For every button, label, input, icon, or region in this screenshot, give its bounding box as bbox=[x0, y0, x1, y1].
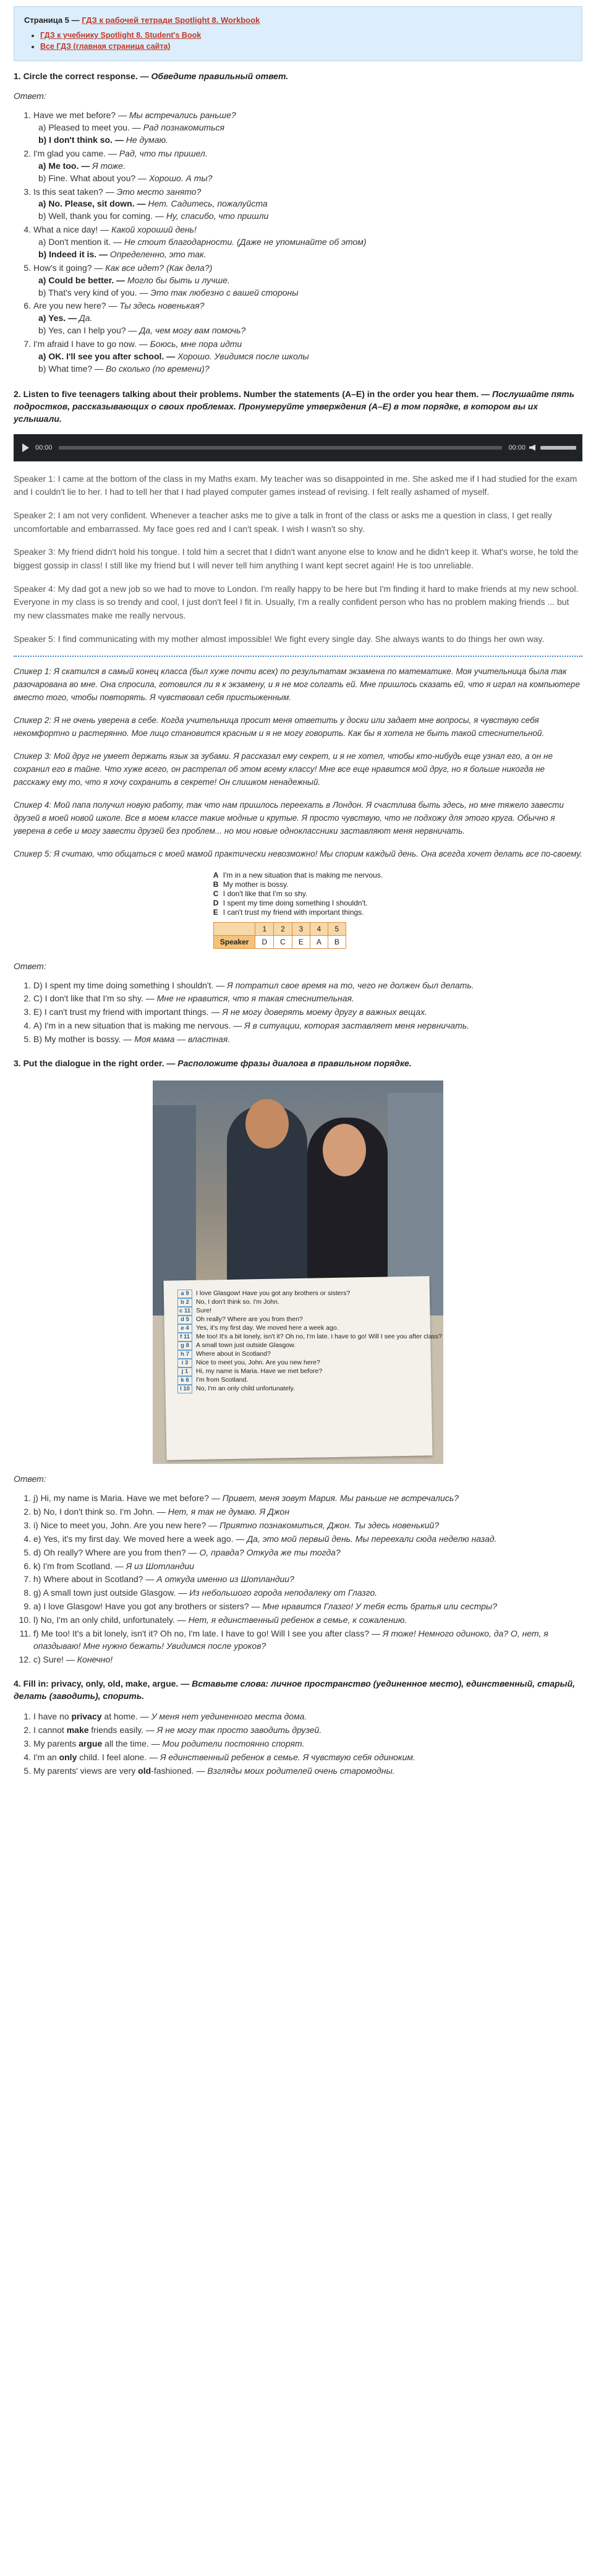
speaker-paragraph: Speaker 2: I am not very confident. Whenever a teacher asks me to give a talk in front of the class or asks me a question in class, I get really uncomfortable and embarrassed. My face goes red and I can't speak. I wish I wasn't so shy. bbox=[14, 510, 552, 534]
photo-line bbox=[177, 1376, 442, 1385]
option-a-en: Pleased to meet you. — bbox=[48, 122, 143, 133]
photo-line-text: Sure! bbox=[196, 1307, 212, 1315]
option-a-letter: a) bbox=[38, 237, 49, 247]
option-b-ru: Определенно, это так. bbox=[109, 249, 206, 259]
sentence-start: I have no bbox=[33, 1711, 72, 1722]
answer-en: h) Where about in Scotland? — bbox=[33, 1574, 157, 1585]
task1-item bbox=[33, 300, 582, 337]
speakers-transcript bbox=[14, 473, 582, 646]
sentence-end: -fashioned. — bbox=[151, 1765, 208, 1776]
photo-line bbox=[177, 1298, 442, 1307]
answer-ru: Привет, меня зовут Мария. Мы раньше не встречались? bbox=[222, 1493, 459, 1504]
answer-ru: Я в ситуации, которая заставляет меня нервничать. bbox=[244, 1021, 469, 1031]
statement-key: B bbox=[213, 879, 219, 889]
question-ru: Боюсь, мне пора идти bbox=[150, 339, 242, 349]
option-b bbox=[33, 287, 582, 299]
speaker-paragraph: Speaker 5: I find communicating with my mother almost impossible! We fight every single day. She always wants to do things her own way. bbox=[14, 633, 545, 644]
option-a-en: Me too. — bbox=[48, 160, 93, 171]
task3-title-ru: Расположите фразы диалога в правильном порядке. bbox=[177, 1058, 412, 1068]
photo-line-text: I'm from Scotland. bbox=[196, 1376, 249, 1384]
photo-line-text: No, I don't think so. I'm John. bbox=[196, 1298, 279, 1306]
match-header-cell: Speaker bbox=[213, 935, 255, 948]
match-letter-cell: C bbox=[274, 935, 292, 948]
task4-item bbox=[33, 1765, 582, 1778]
match-letter-cell: D bbox=[255, 935, 274, 948]
photo-line-id: i 3 bbox=[177, 1359, 192, 1367]
task3-answer bbox=[33, 1654, 582, 1666]
statement-row bbox=[213, 889, 383, 899]
speaker-paragraph: Speaker 4: My dad got a new job so we had to move to London. I'm really happy to be here but I'm finding it hard to make friends at my new school. Everyone in my class is so trendy and cool, I just don't feel I fit in. Usually, I'm a really confident person who has no problem making friends ... but my new classmates make me really nervous. bbox=[14, 583, 579, 621]
photo-line-id: a 9 bbox=[177, 1290, 192, 1298]
audio-current-time: 00:00 bbox=[35, 443, 53, 451]
answer-ru: Я из Шотландии bbox=[126, 1560, 195, 1571]
photo-line-id: d 5 bbox=[177, 1316, 192, 1324]
match-row-numbers bbox=[213, 922, 346, 935]
task1-item bbox=[33, 338, 582, 375]
nav-links bbox=[24, 31, 572, 51]
task2-title-en: 2. Listen to five teenagers talking about their problems. Number the statements (A–E) in the order you hear them. — bbox=[14, 388, 493, 399]
task2-answer bbox=[33, 980, 582, 992]
match-corner-cell bbox=[213, 922, 255, 935]
task2-answers bbox=[14, 980, 582, 1046]
photo-line-id: h 7 bbox=[177, 1350, 192, 1359]
match-number-cell: 4 bbox=[310, 922, 328, 935]
option-b bbox=[33, 325, 582, 337]
answer-en: d) Oh really? Where are you from then? — bbox=[33, 1547, 200, 1557]
answer-label: Ответ: bbox=[14, 1474, 46, 1484]
speakers-translation bbox=[14, 665, 582, 860]
option-a bbox=[33, 351, 582, 363]
photo-line bbox=[177, 1341, 442, 1350]
answer-ru: О, правда? Откуда же ты тогда? bbox=[199, 1547, 341, 1557]
task4-title bbox=[14, 1677, 582, 1703]
play-icon[interactable] bbox=[22, 443, 29, 452]
option-b-en: Yes, can I help you? — bbox=[48, 325, 140, 336]
option-b-en: What time? — bbox=[48, 363, 106, 374]
task3-answer bbox=[33, 1587, 582, 1599]
photo-line-id: e 4 bbox=[177, 1324, 192, 1333]
answer-ru: А откуда именно из Шотландии? bbox=[156, 1574, 294, 1585]
option-b-ru: Во сколько (по времени)? bbox=[105, 363, 210, 374]
answer-ru: Я потратил свое время на то, чего не должен был делать. bbox=[227, 980, 474, 990]
statement-text: My mother is bossy. bbox=[223, 879, 289, 889]
photo-line-id: b 2 bbox=[177, 1298, 192, 1307]
task2-answer bbox=[33, 993, 582, 1005]
speaker-paragraph: Speaker 1: I came at the bottom of the class in my Maths exam. My teacher was so disappointed in me. She asked me if I had studied for the exam and I couldn't lie to her. I had to tell her that I had played computer games instead of revising. I felt really ashamed of myself. bbox=[14, 473, 577, 497]
option-a bbox=[33, 275, 582, 287]
statement-text: I spent my time doing something I shouldn't. bbox=[223, 898, 368, 907]
answer-en: a) I love Glasgow! Have you got any brothers or sisters? — bbox=[33, 1601, 263, 1612]
sentence-end: all the time. — bbox=[102, 1738, 163, 1748]
nav-box bbox=[14, 6, 582, 61]
option-b-ru: Ну, спасибо, что пришли bbox=[166, 211, 269, 221]
photo-line bbox=[177, 1367, 442, 1376]
question-ru: Это место занято? bbox=[116, 186, 202, 197]
match-row-letters bbox=[213, 935, 346, 948]
speaker-paragraph-ru: Спикер 4: Мой папа получил новую работу, так что нам пришлось переехать в Лондон. Я счастлива быть здесь, но мне тяжело завести друзей в моей новой школе. Все в моем классе такие модные и крутые. Я просто чувствую, что не подхожу для этого круга. Обычно я уверена в себе и могу завести друзей без проблем... но мои новые одноклассники заставляют меня нервничать. bbox=[14, 800, 564, 836]
option-a-en: Yes. — bbox=[48, 313, 79, 323]
match-number-cell: 1 bbox=[255, 922, 274, 935]
task1-title-ru: Обведите правильный ответ. bbox=[151, 71, 289, 81]
option-b-letter: b) bbox=[38, 363, 49, 374]
photo-line bbox=[177, 1350, 442, 1359]
option-b bbox=[33, 134, 582, 147]
answer-en: g) A small town just outside Glasgow. — bbox=[33, 1588, 190, 1598]
answer-en: B) My mother is bossy. — bbox=[33, 1034, 135, 1044]
task2-title-ru: Послушайте пять подростков, рассказывающих о своих проблемах. Пронумеруйте утверждения (A–E) в том порядке, в котором вы их услышали. bbox=[14, 388, 575, 424]
photo-line-text: I love Glasgow! Have you got any brothers or sisters? bbox=[196, 1290, 351, 1298]
divider bbox=[14, 656, 582, 657]
option-a-ru: Я тоже. bbox=[92, 160, 126, 171]
match-number-cell: 5 bbox=[328, 922, 346, 935]
option-b-en: That's very kind of you. — bbox=[48, 287, 151, 297]
filled-word: privacy bbox=[71, 1711, 102, 1722]
option-a bbox=[33, 122, 582, 134]
photo-line-text: Nice to meet you, John. Are you new here? bbox=[196, 1359, 320, 1367]
task1-item bbox=[33, 262, 582, 299]
task3-answer bbox=[33, 1547, 582, 1559]
photo-line-id: g 8 bbox=[177, 1341, 192, 1350]
answer-en: j) Hi, my name is Maria. Have we met before? — bbox=[33, 1493, 223, 1504]
photo-line-text: Where about in Scotland? bbox=[196, 1350, 271, 1358]
photo-line-text: A small town just outside Glasgow. bbox=[196, 1341, 296, 1350]
nav-title bbox=[24, 15, 572, 25]
photo-line-id: j 1 bbox=[177, 1367, 192, 1376]
match-letter-cell: B bbox=[328, 935, 346, 948]
answer-ru: Из небольшого города неподалеку от Глазго. bbox=[189, 1588, 378, 1598]
option-b-letter: b) bbox=[38, 249, 49, 259]
task3-answer bbox=[33, 1492, 582, 1505]
match-table bbox=[213, 922, 346, 949]
option-a bbox=[33, 198, 582, 210]
statement-text: I can't trust my friend with important things. bbox=[223, 907, 364, 917]
option-b bbox=[33, 363, 582, 375]
option-a-letter: a) bbox=[38, 275, 49, 285]
match-number-cell: 3 bbox=[292, 922, 310, 935]
question-en: Have we met before? — bbox=[33, 110, 129, 121]
option-a-ru: Могло бы быть и лучше. bbox=[127, 275, 230, 285]
filled-word: make bbox=[66, 1725, 89, 1735]
dialogue-image bbox=[14, 1080, 582, 1464]
task3-answer bbox=[33, 1614, 582, 1627]
answer-ru: Да, это мой первый день. Мы переехали сюда неделю назад. bbox=[247, 1533, 497, 1544]
task1-title bbox=[14, 70, 582, 82]
sentence-start: My parents bbox=[33, 1738, 79, 1748]
answer-label: Ответ: bbox=[14, 961, 46, 971]
speaker-paragraph-ru: Спикер 5: Я считаю, что общаться с моей мамой практически невозможно! Мы спорим каждый день. Она всегда хочет делать все по-своему. bbox=[14, 849, 582, 858]
task2-answer bbox=[33, 1020, 582, 1032]
speaker-paragraph-ru: Спикер 1: Я скатился в самый конец класса (был хуже почти всех) по результатам экзамена по математике. Моя учительница была так разочарована во мне. Она спросила, готовился ли я к экзамену, и я не мог солгать ей. Мне пришлось сказать ей, что я играл на компьютере вместо того, чтобы повторять. Я чувствовал себя пристыженным. bbox=[14, 667, 580, 703]
photo-line bbox=[177, 1333, 442, 1341]
task1-item bbox=[33, 148, 582, 185]
volume-icon[interactable] bbox=[529, 445, 535, 451]
photo-boy-head bbox=[245, 1099, 289, 1149]
sentence-end: friends easily. — bbox=[88, 1725, 157, 1735]
option-b-ru: Не думаю. bbox=[126, 135, 168, 145]
task2-title bbox=[14, 388, 582, 426]
translation-ru: Взгляды моих родителей очень старомодны. bbox=[207, 1765, 395, 1776]
task3-answer bbox=[33, 1573, 582, 1586]
task4-title-en: 4. Fill in: privacy, only, old, make, argue. — bbox=[14, 1678, 192, 1688]
answer-en: A) I'm in a new situation that is making me nervous. — bbox=[33, 1021, 245, 1031]
sentence-end: at home. — bbox=[101, 1711, 151, 1722]
audio-duration: 00:00 bbox=[508, 443, 526, 451]
photo-line-text: No, I'm an only child unfortunately. bbox=[196, 1385, 295, 1393]
statement-row bbox=[213, 899, 383, 908]
answer-ru: Нет, я так не думаю. Я Джон bbox=[168, 1507, 290, 1517]
page-number-label: Страница 5 — bbox=[24, 15, 82, 25]
option-a-ru: Не стоит благодарности. (Даже не упоминайте об этом) bbox=[124, 237, 367, 247]
task1-title-en: 1. Circle the correct response. — bbox=[14, 71, 151, 81]
answer-en: f) Me too! It's a bit lonely, isn't it? Oh no, I'm late. I have to go! Will I see you after class? — bbox=[33, 1628, 383, 1638]
photo-line-text: Hi, my name is Maria. Have we met before? bbox=[196, 1367, 323, 1376]
photo-line-text: Me too! It's a bit lonely, isn't it? Oh no, I'm late. I have to go! Will I see you after class? bbox=[196, 1333, 443, 1341]
translation-ru: У меня нет уединенного места дома. bbox=[151, 1711, 307, 1722]
volume-slider[interactable] bbox=[540, 446, 576, 450]
filled-word: only bbox=[59, 1752, 77, 1762]
sentence-start: I cannot bbox=[33, 1725, 67, 1735]
match-letter-cell: E bbox=[292, 935, 310, 948]
photo-line bbox=[177, 1307, 442, 1316]
speaker-paragraph: Speaker 3: My friend didn't hold his tongue. I told him a secret that I didn't want anyone else to know and he didn't keep it. What's worse, he told the biggest gossip in class! I still like my friend but I will never tell him anything I want kept secret again! He is too unreliable. bbox=[14, 547, 579, 570]
option-b-ru: Хорошо. А ты? bbox=[148, 173, 213, 183]
option-a-letter: a) bbox=[38, 160, 49, 171]
statement-key: A bbox=[213, 870, 219, 879]
question-ru: Мы встречались раньше? bbox=[129, 110, 236, 121]
question-ru: Как все идет? (Как дела?) bbox=[105, 262, 213, 273]
task1-item bbox=[33, 224, 582, 261]
question-en: I'm glad you came. — bbox=[33, 148, 119, 158]
answer-en: D) I spent my time doing something I shouldn't. — bbox=[33, 980, 228, 990]
answer-en: C) I don't like that I'm so shy. — bbox=[33, 993, 157, 1004]
students-book-link[interactable]: ГДЗ к учебнику Spotlight 8. Student's Book bbox=[40, 31, 202, 40]
photo-line bbox=[177, 1385, 442, 1393]
statement-key: D bbox=[213, 898, 219, 907]
answer-ru: Я не могу доверять моему другу в важных вещах. bbox=[222, 1007, 427, 1017]
statement-row bbox=[213, 908, 383, 917]
option-a-en: OK. I'll see you after school. — bbox=[48, 351, 178, 361]
answer-ru: Приятно познакомиться, Джон. Ты здесь новенький? bbox=[219, 1520, 440, 1530]
task1-item bbox=[33, 109, 582, 147]
task4-list bbox=[14, 1711, 582, 1777]
photo-line-text: Yes, it's my first day. We moved here a week ago. bbox=[196, 1324, 339, 1332]
task4-item bbox=[33, 1752, 582, 1764]
answer-en: l) No, I'm an only child, unfortunately. — bbox=[33, 1615, 189, 1625]
speaker-paragraph-ru: Спикер 3: Мой друг не умеет держать язык за зубами. Я рассказал ему секрет, и я не хотел, чтобы кто-нибудь еще узнал его, а он не сохранил его в тайне. Что хуже всего, он растрепал об этом всему классу! Мне все еще нравится мой друг, но я больше никогда не расскажу ему то, что я хочу сохранить в секрете! Он слишком ненадежный. bbox=[14, 751, 553, 787]
photo-line bbox=[177, 1316, 442, 1324]
statements-table bbox=[213, 871, 383, 949]
option-b-letter: b) bbox=[38, 135, 49, 145]
option-a-en: No. Please, sit down. — bbox=[48, 199, 148, 209]
speaker-paragraph-ru: Спикер 2: Я не очень уверена в себе. Когда учительница просит меня ответить у доски или задает мне вопросы, я чувствую себя некомфортно и растерянно. Мое лицо становится красным и я не могу говорить. Как бы я хотела не быть такой стеснительной. bbox=[14, 716, 545, 738]
task4-item bbox=[33, 1738, 582, 1750]
option-a-ru: Рад познакомиться bbox=[143, 122, 225, 133]
option-a bbox=[33, 236, 582, 249]
answer-en: i) Nice to meet you, John. Are you new here? — bbox=[33, 1520, 220, 1530]
photo-line-text: Oh really? Where are you from then? bbox=[196, 1316, 303, 1324]
answer-en: E) I can't trust my friend with important things. — bbox=[33, 1007, 223, 1017]
question-en: Is this seat taken? — bbox=[33, 186, 117, 197]
task4-item bbox=[33, 1724, 582, 1737]
question-ru: Какой хороший день! bbox=[111, 225, 197, 235]
photo-line-id: c 11 bbox=[177, 1307, 192, 1316]
task2-answer bbox=[33, 1006, 582, 1019]
photo-line bbox=[177, 1290, 442, 1298]
option-a bbox=[33, 312, 582, 325]
answer-ru: Мне не нравится, что я такая стеснительная. bbox=[156, 993, 354, 1004]
task3-title bbox=[14, 1057, 582, 1069]
audio-player bbox=[14, 434, 582, 461]
sentence-end: child. I feel alone. — bbox=[77, 1752, 160, 1762]
answer-ru: Мне нравится Глазго! У тебя есть братья или сестры? bbox=[262, 1601, 497, 1612]
photo-line-id: f 11 bbox=[177, 1333, 192, 1341]
photo-line bbox=[177, 1359, 442, 1367]
option-b-letter: b) bbox=[38, 211, 49, 221]
photo-dialogue-lines bbox=[177, 1290, 442, 1393]
option-b-en: Indeed it is. — bbox=[49, 249, 110, 259]
statement-row bbox=[213, 871, 383, 880]
question-en: How's it going? — bbox=[33, 262, 106, 273]
task3-answer bbox=[33, 1628, 582, 1653]
task1-list bbox=[14, 109, 582, 375]
task3-answer bbox=[33, 1560, 582, 1573]
answer-en: k) I'm from Scotland. — bbox=[33, 1560, 126, 1571]
answer-en: e) Yes, it's my first day. We moved here a week ago. — bbox=[33, 1533, 247, 1544]
option-b-ru: Это так любезно с вашей стороны bbox=[150, 287, 299, 297]
workbook-link[interactable]: ГДЗ к рабочей тетради Spotlight 8. Workbook bbox=[82, 15, 260, 25]
option-a-ru: Нет. Садитесь, пожалуйста bbox=[148, 199, 268, 209]
option-a-en: Could be better. — bbox=[48, 275, 127, 285]
option-b-letter: b) bbox=[38, 173, 49, 183]
statements-image bbox=[14, 871, 582, 949]
statement-key: C bbox=[213, 889, 219, 898]
statement-text: I'm in a new situation that is making me nervous. bbox=[223, 870, 383, 879]
option-a-letter: a) bbox=[38, 313, 49, 323]
option-b bbox=[33, 249, 582, 261]
question-en: Are you new here? — bbox=[33, 301, 120, 311]
option-a-letter: a) bbox=[38, 351, 49, 361]
question-en: What a nice day! — bbox=[33, 225, 112, 235]
statements-list bbox=[213, 871, 383, 917]
task3-answer bbox=[33, 1520, 582, 1532]
statement-key: E bbox=[213, 907, 218, 917]
option-a-ru: Да. bbox=[79, 313, 93, 323]
task3-title-en: 3. Put the dialogue in the right order. — bbox=[14, 1058, 178, 1068]
dialogue-photo bbox=[153, 1080, 443, 1464]
option-b-en: Well, thank you for coming. — bbox=[48, 211, 166, 221]
photo-line-id: k 6 bbox=[177, 1376, 192, 1385]
option-a-en: Don't mention it. — bbox=[48, 237, 124, 247]
task3-answers bbox=[14, 1492, 582, 1666]
task3-answer bbox=[33, 1506, 582, 1518]
task4-item bbox=[33, 1711, 582, 1723]
nav-link-item bbox=[40, 31, 572, 40]
task2-answer bbox=[33, 1033, 582, 1046]
answer-ru: Моя мама — властная. bbox=[134, 1034, 231, 1044]
option-b-en: I don't think so. — bbox=[49, 135, 126, 145]
question-ru: Ты здесь новенькая? bbox=[119, 301, 205, 311]
option-b-ru: Да, чем могу вам помочь? bbox=[139, 325, 246, 336]
option-b-letter: b) bbox=[38, 325, 49, 336]
option-b bbox=[33, 210, 582, 223]
option-a-letter: a) bbox=[38, 122, 49, 133]
answer-label: Ответ: bbox=[14, 91, 46, 101]
task4-title-ru: Вставьте слова: личное пространство (уединенное место), единственный, старый, делать (заводить), спорить. bbox=[14, 1678, 575, 1701]
photo-line bbox=[177, 1324, 442, 1333]
sentence-start: I'm an bbox=[33, 1752, 59, 1762]
option-a-letter: a) bbox=[38, 199, 49, 209]
option-b-en: Fine. What about you? — bbox=[48, 173, 149, 183]
translation-ru: Я не могу так просто заводить друзей. bbox=[156, 1725, 322, 1735]
answer-ru: Нет, я единственный ребенок в семье, к сожалению. bbox=[188, 1615, 407, 1625]
filled-word: argue bbox=[79, 1738, 103, 1748]
option-a-ru: Хорошо. Увидимся после школы bbox=[177, 351, 309, 361]
option-b bbox=[33, 173, 582, 185]
match-number-cell: 2 bbox=[274, 922, 292, 935]
answer-en: b) No, I don't think so. I'm John. — bbox=[33, 1507, 168, 1517]
audio-progress-bar[interactable] bbox=[59, 446, 503, 450]
sentence-start: My parents' views are very bbox=[33, 1765, 138, 1776]
translation-ru: Я единственный ребенок в семье. Я чувствую себя одиноким. bbox=[160, 1752, 415, 1762]
question-ru: Рад, что ты пришел. bbox=[119, 148, 208, 158]
statement-row bbox=[213, 880, 383, 889]
answer-en: c) Sure! — bbox=[33, 1654, 77, 1664]
answer-ru: Конечно! bbox=[77, 1654, 113, 1664]
question-en: I'm afraid I have to go now. — bbox=[33, 339, 150, 349]
task1-item bbox=[33, 186, 582, 223]
statement-text: I don't like that I'm so shy. bbox=[223, 889, 308, 898]
task3-answer bbox=[33, 1601, 582, 1613]
task3-answer bbox=[33, 1533, 582, 1546]
filled-word: old bbox=[138, 1765, 151, 1776]
nav-link-item bbox=[40, 42, 572, 51]
option-a bbox=[33, 160, 582, 173]
option-b-letter: b) bbox=[38, 287, 49, 297]
photo-line-id: l 10 bbox=[177, 1385, 192, 1393]
photo-girl-head bbox=[323, 1124, 366, 1176]
translation-ru: Мои родители постоянно спорят. bbox=[162, 1738, 305, 1748]
match-letter-cell: A bbox=[310, 935, 328, 948]
all-gdz-link[interactable]: Все ГДЗ (главная страница сайта) bbox=[40, 42, 171, 51]
answer-ru: Я тоже! Немного одиноко, да? О, нет, я опаздываю! Мне нужно бежать! Увидимся после уроков? bbox=[33, 1628, 548, 1651]
